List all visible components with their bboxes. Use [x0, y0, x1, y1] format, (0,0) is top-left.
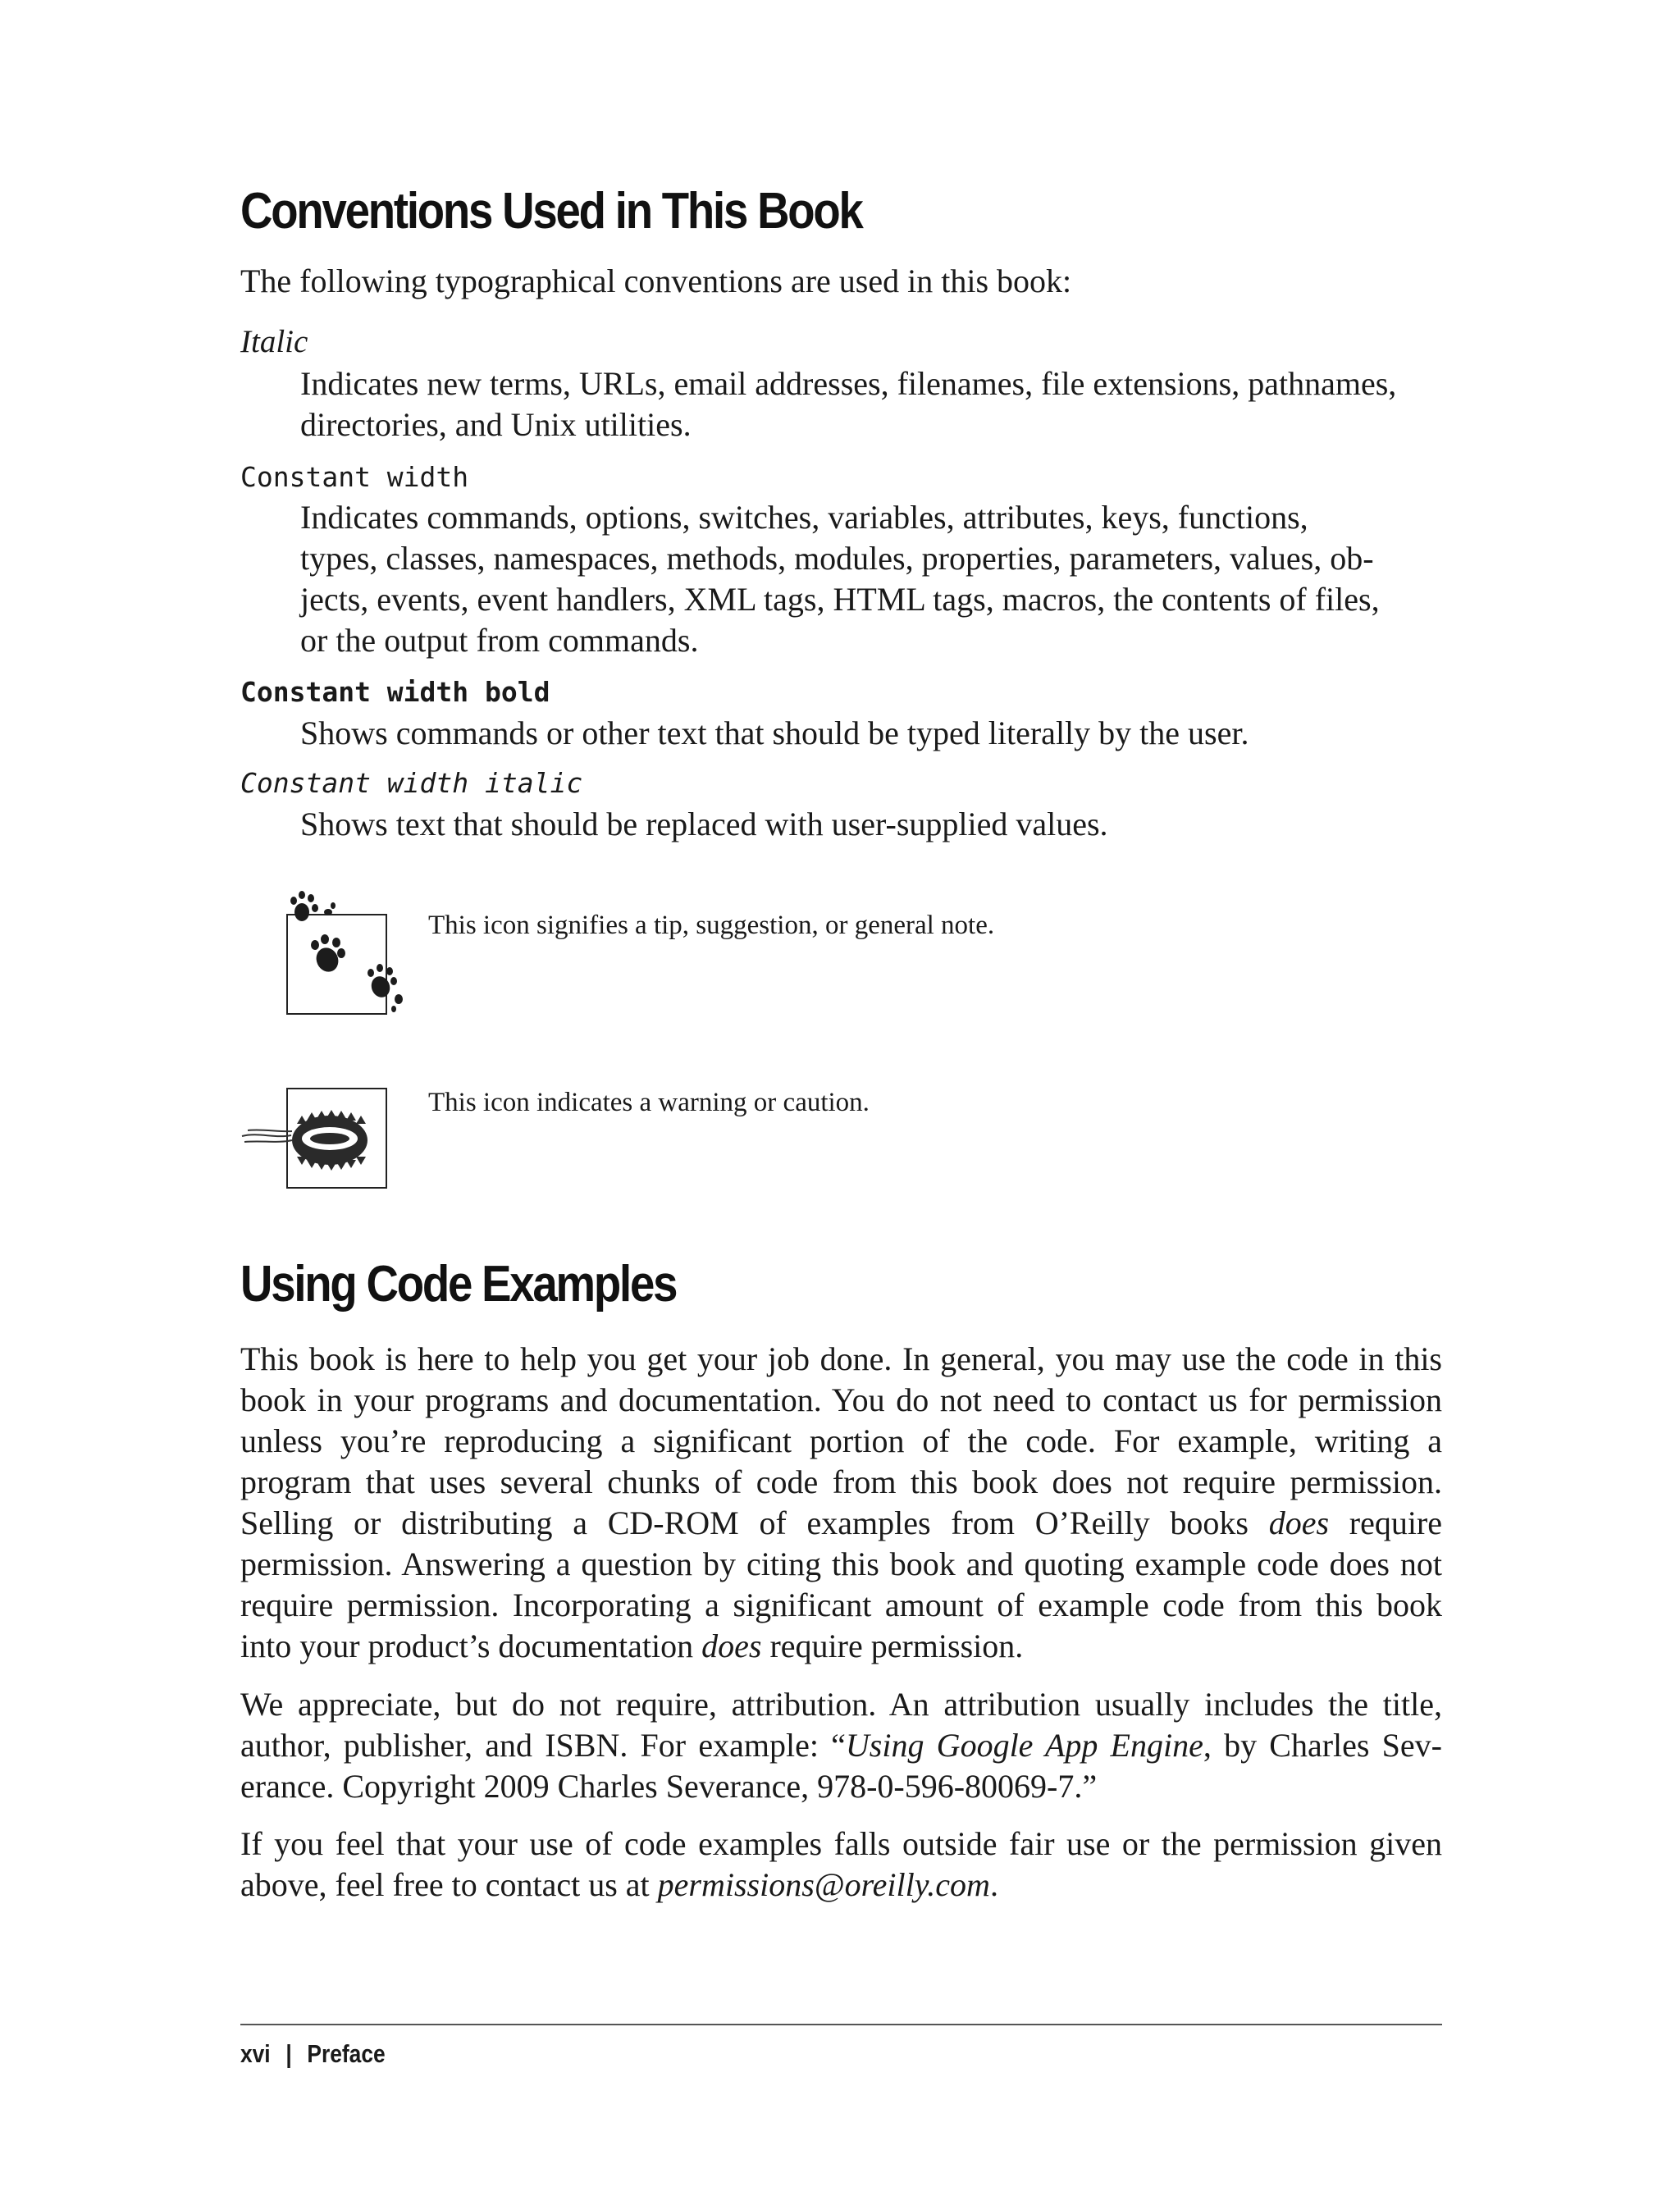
footer-divider: [240, 2024, 1442, 2025]
paragraph-text: .: [989, 1866, 998, 1903]
convention-definition-constant-width-italic: [300, 804, 1442, 845]
footer-separator: |: [285, 2039, 292, 2068]
tip-note-text: This icon signifies a tip, suggestion, or general note.: [428, 911, 995, 940]
emphasis-text: does: [701, 1628, 762, 1664]
paragraph-text: This book is here to help you get your job done. In general, you may use the code in this book in your programs and documentation. You do not need to contact us for permission unless you’re reproducing a significant portion of the code. For example, writing a program that uses several chunks of code from this book does not require permission. Selling or distributing a CD-ROM of examples from O’Reilly books: [240, 1340, 1442, 1541]
section-heading-code-examples: Using Code Examples: [240, 1256, 677, 1312]
definition-line: jects, events, event handlers, XML tags, HTML tags, macros, the contents of files,: [300, 581, 1380, 618]
emphasis-text: does: [1268, 1504, 1330, 1541]
convention-term-constant-width-italic: Constant width italic: [240, 767, 583, 799]
convention-term-italic: Italic: [240, 324, 308, 359]
convention-definition-constant-width: [300, 497, 1442, 661]
definition-line: or the output from commands.: [300, 622, 699, 659]
code-examples-paragraph-3: [240, 1824, 1442, 1906]
paw-prints-icon: [279, 884, 427, 1032]
convention-term-constant-width: Constant width: [240, 461, 469, 493]
paragraph-text: We appreciate, but do not require, attribution. An attribution usually includes the title, author, publisher, and ISBN. For example: “: [240, 1686, 1442, 1764]
paragraph-text: require permission. Answering a question by citing this book and quoting example code does not require permission. Incorporating a significant amount of example code from this book into your product’s documentation: [240, 1504, 1443, 1664]
code-examples-paragraph-1: [240, 1339, 1442, 1667]
book-title-text: Using Google App Engine: [845, 1727, 1203, 1764]
email-link[interactable]: permissions@oreilly.com: [657, 1866, 990, 1903]
conventions-intro: The following typographical conventions are used in this book:: [240, 262, 1072, 299]
definition-line: Indicates commands, options, switches, variables, attributes, keys, functions,: [300, 499, 1308, 536]
page-number: xvi: [240, 2039, 271, 2068]
definition-line: Indicates new terms, URLs, email addresses, filenames, file extensions, pathnames,: [300, 365, 1397, 402]
definition-line: Shows commands or other text that should be typed literally by the user.: [300, 714, 1249, 751]
definition-line: directories, and Unix utilities.: [300, 406, 692, 443]
convention-term-constant-width-bold: Constant width bold: [240, 676, 550, 708]
warning-note-text: This icon indicates a warning or caution.: [428, 1088, 870, 1117]
paragraph-text: require permission.: [761, 1628, 1024, 1664]
footer-section-name: Preface: [307, 2039, 386, 2068]
definition-line: types, classes, namespaces, methods, modules, properties, parameters, values, ob-: [300, 540, 1374, 577]
paragraph-text: If you feel that your use of code examples falls outside fair use or the permission given above, feel free to contact us at: [240, 1825, 1442, 1903]
definition-line: Shows text that should be replaced with user-supplied values.: [300, 806, 1108, 842]
convention-definition-italic: [300, 363, 1442, 445]
page-footer: [240, 2039, 386, 2069]
section-heading-conventions: Conventions Used in This Book: [240, 183, 862, 240]
paragraph-text: , by Charles Sev-erance. Copyright 2009 Charles Severance, 978-0-596-80069-7.”: [240, 1727, 1442, 1805]
code-examples-paragraph-2: [240, 1684, 1442, 1807]
animal-trap-icon: [238, 1091, 394, 1189]
convention-definition-constant-width-bold: [300, 713, 1442, 754]
